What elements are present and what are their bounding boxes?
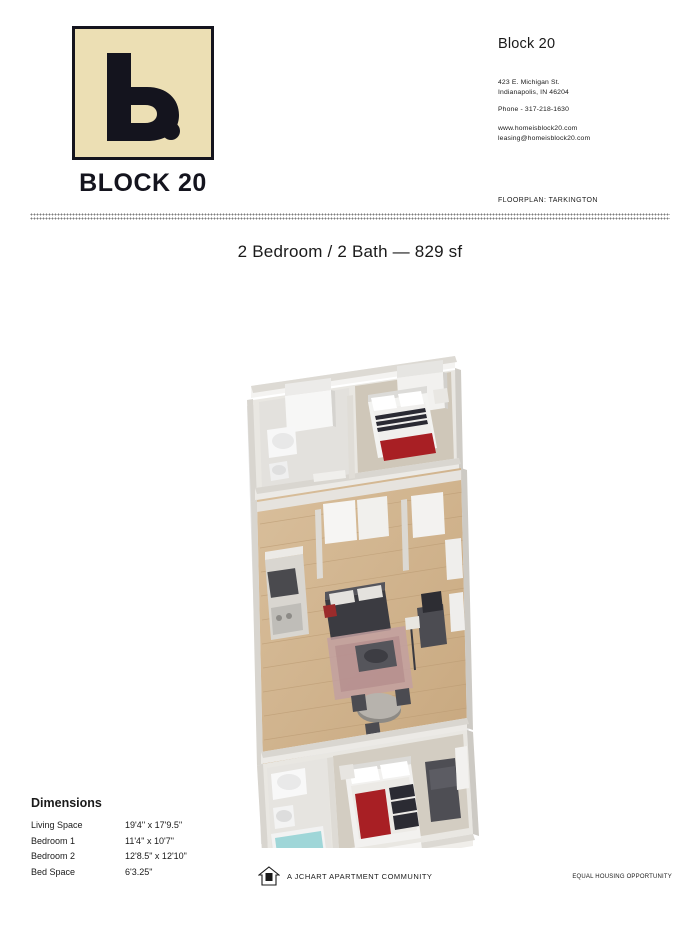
dimension-label: Living Space	[31, 820, 83, 830]
dimension-row	[31, 818, 281, 834]
divider	[30, 213, 670, 220]
dimensions-section	[31, 796, 281, 880]
logo-wordmark: BLOCK 20	[79, 169, 207, 197]
website-link[interactable]: www.homeisblock20.com	[498, 125, 578, 132]
dimension-value: 6'3.25"	[125, 866, 153, 877]
dimension-value: 19'4'' x 17'9.5''	[125, 820, 183, 830]
dimension-label: Bedroom 1	[31, 835, 76, 846]
dimension-row	[31, 834, 281, 850]
phone: Phone - 317-218-1630	[498, 106, 570, 113]
page-header	[0, 0, 700, 215]
floorplan-rendering	[205, 278, 500, 848]
jc-hart-house-icon	[258, 866, 280, 886]
address-line-1: 423 E. Michigan St.	[498, 79, 560, 86]
dimensions-heading: Dimensions	[31, 796, 102, 810]
dimension-value: 11'4'' x 10'7"	[125, 835, 174, 846]
footer-community-text: A JCHART APARTMENT COMMUNITY	[287, 871, 433, 881]
contact-block	[498, 36, 688, 144]
dimension-value: 12'8.5" x 12'10"	[125, 851, 187, 861]
email-link[interactable]: leasing@homeisblock20.com	[498, 135, 591, 142]
logo-box	[72, 26, 214, 160]
equal-housing-text: EQUAL HOUSING OPPORTUNITY	[572, 874, 672, 880]
address-line-2: Indianapolis, IN 46204	[498, 89, 569, 96]
brand-name: Block 20	[498, 36, 556, 52]
dimension-label: Bedroom 2	[31, 851, 76, 861]
dimension-row	[31, 849, 281, 865]
logo	[72, 26, 214, 198]
page-title: 2 Bedroom / 2 Bath — 829 sf	[237, 242, 463, 261]
footer-community	[258, 866, 432, 886]
dimension-label: Bed Space	[31, 866, 76, 877]
floorplan-tag: FLOORPLAN: TARKINGTON	[498, 197, 598, 204]
dimension-row	[31, 865, 281, 881]
block20-b-logo-icon	[101, 51, 187, 143]
